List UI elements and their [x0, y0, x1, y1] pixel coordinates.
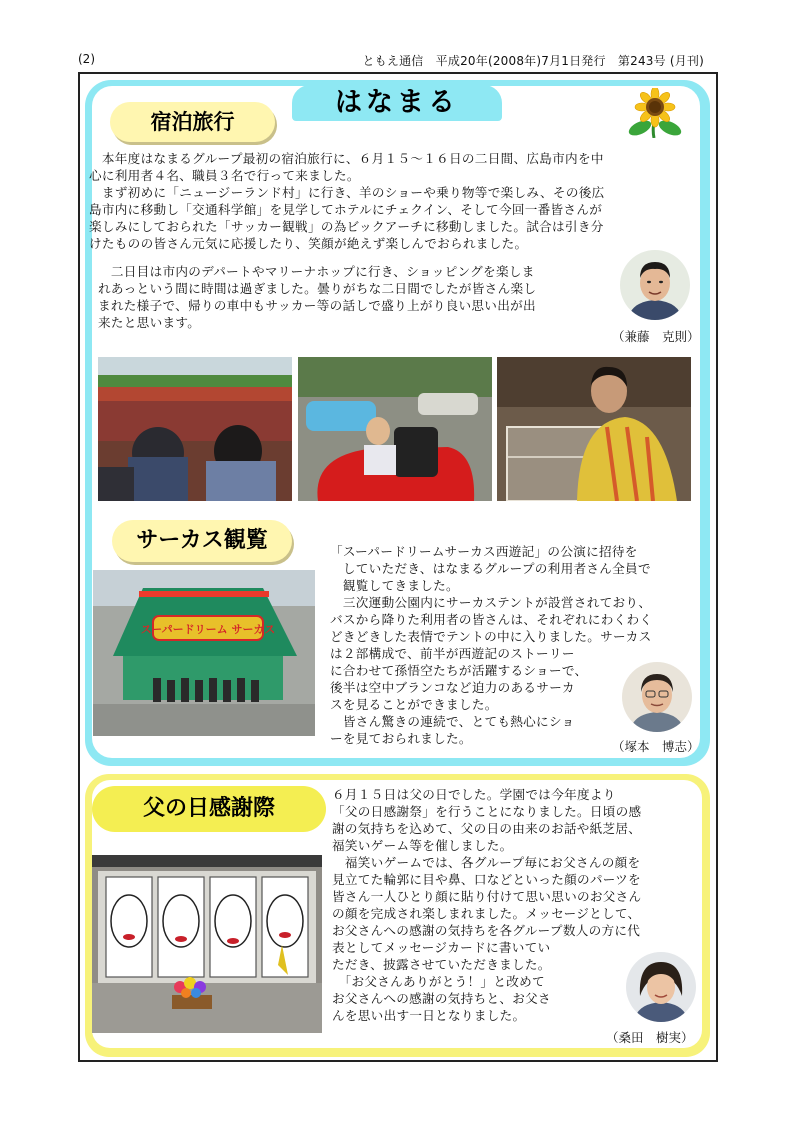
trip-paragraph-1: 本年度はなまるグループ最初の宿泊旅行に、６月１５～１６日の二日間、広島市内を中 心に利用者４名、職員３名で行って来ました。 まず初めに「ニュージーランド村」に行き、羊のショーや乗り物等で楽しみ、その後広 島市内に移動し「交通科学館」を見学してホテルにチェクイン、そして今回一番皆さんが 楽しみにしておられた「サッカー観戦」の為ビックアーチに移動しました。試合は引き分 けたものの皆さん元気に応援したり、笑顔が絶えず楽しんでおられました。 [89, 151, 605, 251]
fathers-day-paragraph: ６月１５日は父の日でした。学園では今年度より 「父の日感謝祭」を行うことになりました。日頃の感 謝の気持ちを込めて、父の日の由来のお話や紙芝居、 福笑いゲーム等を催しました。 福笑いゲームでは、各グループ毎にお父さんの顔を 見立てた輪郭に目や鼻、口などといった顔のパーツを 皆さん一人ひとり顔に貼り付けて思い思いのお父さん の顔を完成され楽しまれました。メッセージとして、 お父さんへの感謝の気持ちを各グループ数人の方に代 表としてメッセージカードに書いてい ただき、披露させていただきました。 「お父さんありがとう！」と改めて お父さんへの感謝の気持ちと、お父さ んを思い出す一日となりました。 [332, 787, 642, 1023]
page-number: (2) [78, 52, 95, 66]
science-museum-photo [497, 357, 691, 501]
section-title: はなまる [292, 85, 502, 121]
issue-info: ともえ通信 平成20年(2008年)7月1日発行 第243号 (月刊) [362, 54, 704, 68]
circus-tent-photo [93, 570, 315, 736]
author-portrait-photo [620, 250, 690, 320]
go-kart-photo [298, 357, 492, 501]
fathers-day-photo [92, 855, 322, 1033]
circus-heading: サーカス観覧 [112, 520, 292, 562]
sunflower-icon [626, 88, 684, 138]
fathers-day-heading: 父の日感謝際 [92, 786, 326, 832]
fathers-day-author: （桑田 樹実） [606, 1030, 694, 1045]
author-portrait-photo [626, 952, 696, 1022]
trip-author: （兼藤 克則） [612, 329, 700, 344]
author-portrait-photo [622, 662, 692, 732]
trip-heading: 宿泊旅行 [110, 102, 275, 142]
stadium-photo [98, 357, 292, 501]
trip-paragraph-2: 二日目は市内のデパートやマリーナホップに行き、ショッピングを楽しま れあっという間に時間は過ぎました。曇りがちな二日間でしたが皆さん楽し まれた様子で、帰りの車中もサッカー等の話しで盛り上がり良い思い出が出 来たと思います。 [98, 264, 537, 330]
circus-paragraph: 「スーパードリームサーカス西遊記」の公演に招待を していただき、はなまるグループの利用者さん全員で 観覧してきました。 三次運動公園内にサーカステントが設営されており、 バスから降りた利用者の皆さんは、それぞれにわくわく どきどきした表情でテントの中に入りました。サーカス は２部構成で、前半が西遊記のストーリー に合わせて孫悟空たちが活躍するショーで、 後半は空中ブランコなど迫力のあるサーカ スを見ることができました。 皆さん驚きの連続で、とても熱心にショ ーを見ておられました。 [330, 544, 653, 746]
circus-banner-text: スーパードリーム サーカス [140, 623, 276, 636]
page-header [78, 52, 720, 70]
circus-author: （塚本 博志） [612, 739, 700, 754]
